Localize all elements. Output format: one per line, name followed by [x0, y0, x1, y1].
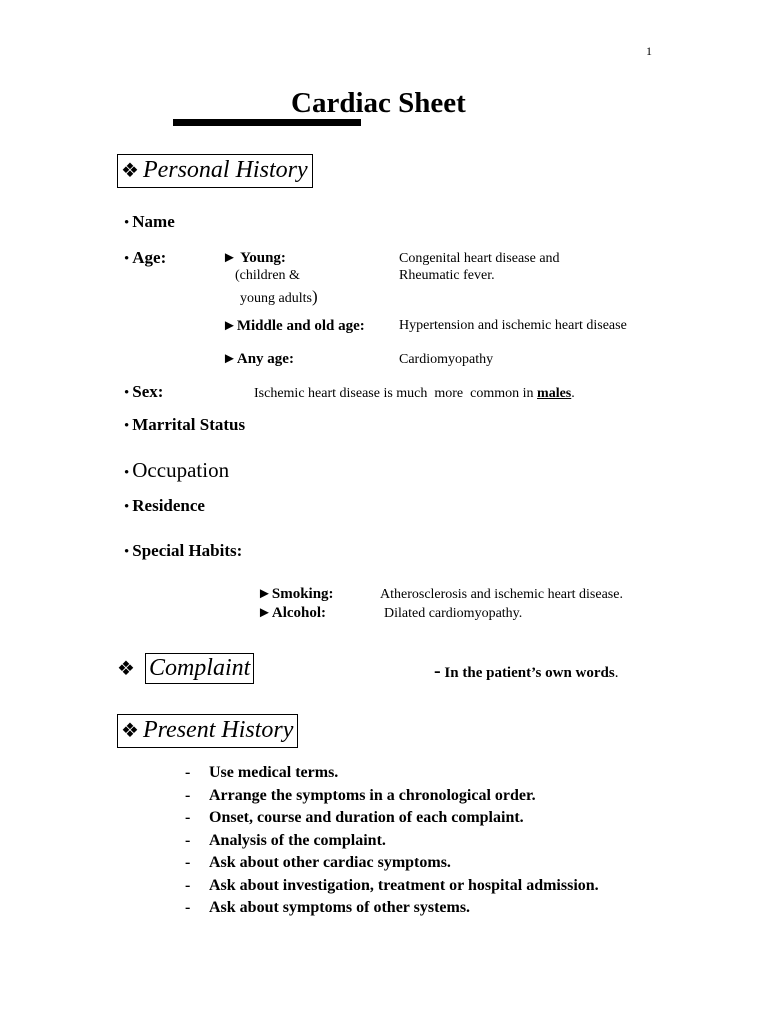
- arrow-right-icon: ►: [257, 605, 272, 621]
- section-heading-complaint: [117, 654, 254, 683]
- item-residence: • Residence: [124, 496, 205, 515]
- item-occupation: • Occupation: [124, 458, 230, 482]
- bullet-dot-icon: •: [124, 215, 130, 231]
- present-history-item: - Ask about other cardiac symptoms.: [185, 854, 451, 871]
- age-young-cause-line1: Congenital heart disease and: [399, 251, 560, 266]
- age-any-cause: Cardiomyopathy: [399, 352, 494, 367]
- age-young-detail-line2: young adults): [240, 287, 318, 306]
- habit-smoking-label: ►Smoking:: [257, 586, 334, 602]
- sex-emphasis: males: [537, 386, 572, 401]
- section-label: Personal History: [142, 157, 308, 183]
- title-underline-bar: [173, 119, 361, 126]
- bullet-dot-icon: •: [124, 465, 130, 481]
- arrow-right-icon: ►: [222, 250, 237, 266]
- complaint-note: - In the patient’s own words.: [434, 660, 619, 682]
- present-history-item: - Analysis of the complaint.: [185, 832, 386, 849]
- section-heading-personal-history: [117, 154, 313, 188]
- age-middle-cause: Hypertension and ischemic heart disease: [399, 318, 627, 333]
- diamond-bullet-icon: ❖: [121, 160, 139, 182]
- bullet-dot-icon: •: [124, 251, 130, 267]
- item-marital-status: • Marrital Status: [124, 415, 246, 434]
- present-history-item: - Ask about symptoms of other systems.: [185, 899, 471, 916]
- arrow-right-icon: ►: [222, 318, 237, 334]
- page-title: Cardiac Sheet: [291, 87, 466, 119]
- age-young-cause-line2: Rheumatic fever.: [399, 268, 495, 283]
- section-label: Complaint: [145, 653, 254, 684]
- sex-note: Ischemic heart disease is much more common in males.: [254, 386, 575, 401]
- item-name: • Name: [124, 212, 175, 231]
- diamond-bullet-icon: ❖: [121, 720, 139, 742]
- present-history-item: - Ask about investigation, treatment or hospital admission.: [185, 877, 599, 894]
- section-label: Present History: [142, 717, 294, 743]
- page-number: 1: [646, 44, 652, 58]
- arrow-right-icon: ►: [257, 586, 272, 602]
- age-middle-label: ►Middle and old age:: [222, 318, 365, 334]
- item-age: • Age:: [124, 248, 167, 267]
- age-any-label: ►Any age:: [222, 351, 294, 367]
- habit-smoking-effect: Atherosclerosis and ischemic heart disease.: [380, 587, 623, 602]
- present-history-item: - Use medical terms.: [185, 764, 339, 781]
- present-history-item: - Onset, course and duration of each complaint.: [185, 809, 524, 826]
- bullet-dot-icon: •: [124, 499, 130, 515]
- bullet-dot-icon: •: [124, 544, 130, 560]
- section-heading-present-history: [117, 714, 298, 748]
- bullet-dot-icon: •: [124, 418, 130, 434]
- arrow-right-icon: ►: [222, 351, 237, 367]
- diamond-bullet-icon: ❖: [117, 658, 135, 680]
- item-sex: • Sex:: [124, 382, 164, 401]
- habit-alcohol-effect: Dilated cardiomyopathy.: [384, 606, 523, 621]
- bullet-dot-icon: •: [124, 385, 130, 401]
- present-history-item: - Arrange the symptoms in a chronological order.: [185, 787, 536, 804]
- age-young-label: ► Young:: [222, 250, 286, 266]
- age-young-detail-line1: (children &: [235, 268, 300, 283]
- habit-alcohol-label: ►Alcohol:: [257, 605, 327, 621]
- item-special-habits: • Special Habits:: [124, 541, 243, 560]
